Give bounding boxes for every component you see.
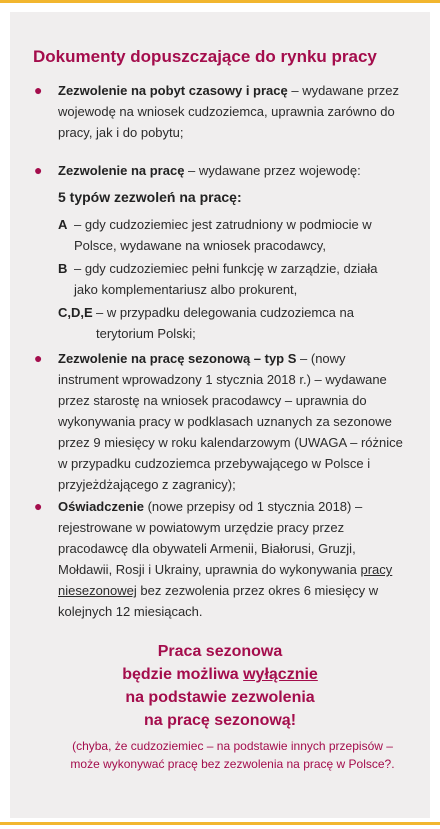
item-text: (nowe przepisy od 1 stycznia 2018) – rejestrowane w powiatowym urzędzie pracy przez pracodawcę dla obywateli Armenii, Białorusi, Gruzji, Mołdawii, Rosji i Ukrainy, uprawnia do wykonywania <box>58 499 363 577</box>
item-heading: Zezwolenie na pobyt czasowy i pracę <box>58 83 288 98</box>
list-item <box>58 496 404 622</box>
seasonal-line-2-text: będzie możliwa <box>122 666 244 683</box>
list-item <box>58 160 404 181</box>
seasonal-line-3: na podstawie zezwolenia <box>125 689 315 706</box>
type-letter: C,D,E <box>58 305 93 320</box>
seasonal-line-2 <box>0 663 440 686</box>
item-text: – wydawane przez wojewodę: <box>184 163 361 178</box>
type-letter: A <box>58 217 68 232</box>
bullet-icon: ● <box>34 82 43 98</box>
item-text: – (nowy instrument wprowadzony 1 stycznia 2018 r.) – wydawane przez starostę na wniosek pracodawcy – uprawnia do wykonywania pracy w podklasach uznanych za sezonowe przez 9 miesięcy w roku kalendarzowym (UWAGA – różnice w przypadku cudzoziemca przebywającego w Polsce i przyjeżdżającego z zagranicy); <box>58 351 403 492</box>
types-title: 5 typów zezwoleń na pracę: <box>58 189 242 205</box>
bullet-icon: ● <box>34 162 43 178</box>
type-text: – w przypadku delegowania cudzoziemca na terytorium Polski; <box>96 305 354 341</box>
item-text: – wydawane przez wojewodę na wniosek cudzoziemca, uprawnia zarówno do pracy, jak i do pobytu; <box>58 83 400 140</box>
list-item <box>58 348 404 495</box>
item-tail: bez zezwolenia przez okres 6 miesięcy w kolejnych 12 miesiącach. <box>58 583 379 619</box>
section-title: Dokumenty dopuszczające do rynku pracy <box>33 47 377 66</box>
seasonal-line-1: Praca sezonowa <box>157 643 283 660</box>
item-underlined: pracy niesezonowej <box>58 562 393 598</box>
type-text: – gdy cudzoziemiec jest zatrudniony w podmiocie w Polsce, wydawane na wniosek pracodawcy, <box>74 217 372 253</box>
bullet-icon: ● <box>34 498 43 514</box>
item-heading: Oświadczenie <box>58 499 144 514</box>
type-text: – gdy cudzoziemiec pełni funkcję w zarządzie, działa jako komplementariusz albo prokurent, <box>74 261 378 297</box>
footnote: (chyba, że cudzoziemiec – na podstawie innych przepisów – może wykonywać pracę bez zezwolenia na pracę w Polsce?. <box>70 739 395 771</box>
bullet-icon: ● <box>34 350 43 366</box>
type-letter: B <box>58 261 68 276</box>
item-heading: Zezwolenie na pracę <box>58 163 185 178</box>
item-heading: Zezwolenie na pracę sezonową – typ S <box>58 351 297 366</box>
list-item <box>58 80 404 143</box>
top-border <box>0 0 440 3</box>
bottom-border <box>0 822 440 825</box>
seasonal-line-4: na pracę sezonową! <box>143 712 297 729</box>
seasonal-line-2-underline: wyłącznie <box>243 666 318 683</box>
